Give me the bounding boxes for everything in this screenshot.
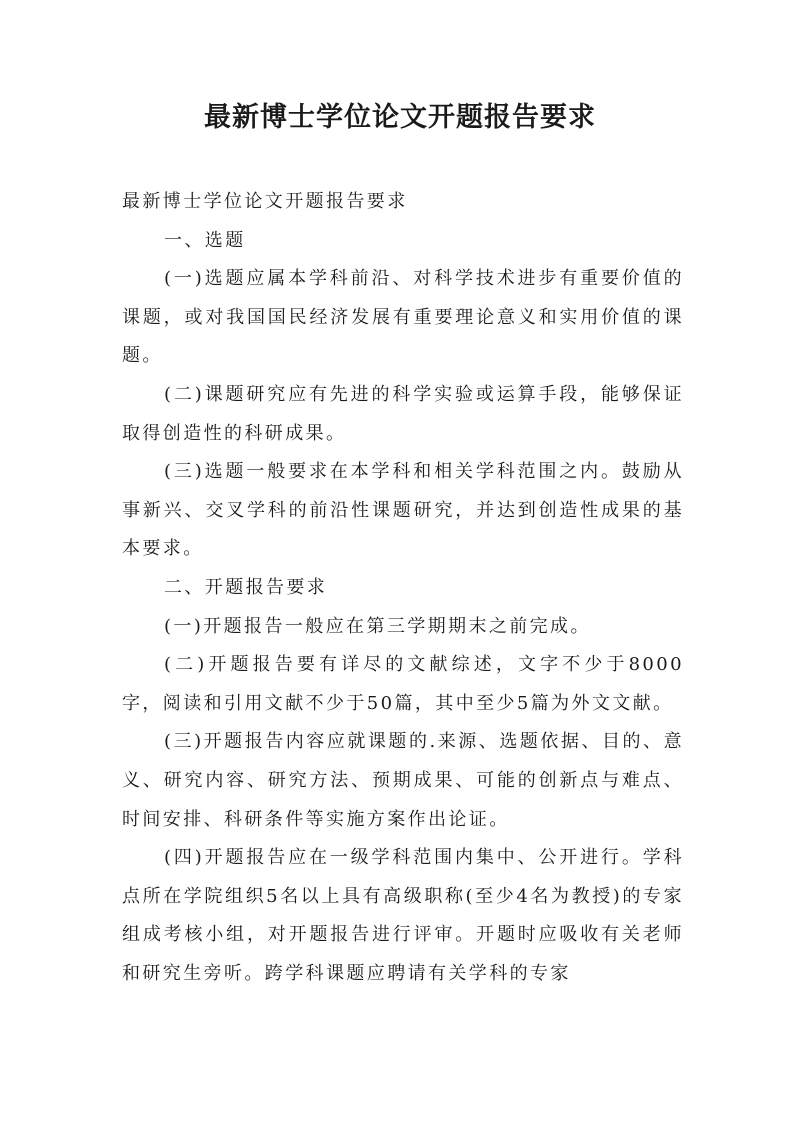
paragraph: (三)选题一般要求在本学科和相关学科范围之内。鼓励从事新兴、交叉学科的前沿性课题研究，并达到创造性成果的基本要求。 <box>122 461 684 560</box>
paragraph: (三)开题报告内容应就课题的.来源、选题依据、目的、意义、研究内容、研究方法、预期成果、可能的创新点与难点、时间安排、科研条件等实施方案作出论证。 <box>122 731 684 830</box>
paragraph: (二)课题研究应有先进的科学实验或运算手段，能够保证取得创造性的科研成果。 <box>122 383 684 444</box>
document-body <box>122 183 684 993</box>
paragraph: (一)选题应属本学科前沿、对科学技术进步有重要价值的课题，或对我国国民经济发展有重要理论意义和实用价值的课题。 <box>122 268 684 367</box>
paragraph-heading: 最新博士学位论文开题报告要求 <box>122 191 408 212</box>
paragraph: (四)开题报告应在一级学科范围内集中、公开进行。学科点所在学院组织5名以上具有高级职称(至少4名为教授)的专家组成考核小组，对开题报告进行评审。开题时应吸收有关老师和研究生旁听。跨学科课题应聘请有关学科的专家 <box>122 847 684 984</box>
paragraph: (二)开题报告要有详尽的文献综述，文字不少于8000字，阅读和引用文献不少于50篇，其中至少5篇为外文文献。 <box>122 654 684 714</box>
section-heading-proposal-requirements: 二、开题报告要求 <box>164 576 328 598</box>
section-heading-topic-selection: 一、选题 <box>164 229 246 251</box>
paragraph: (一)开题报告一般应在第三学期期末之前完成。 <box>164 615 591 637</box>
document-title: 最新博士学位论文开题报告要求 <box>204 102 596 133</box>
